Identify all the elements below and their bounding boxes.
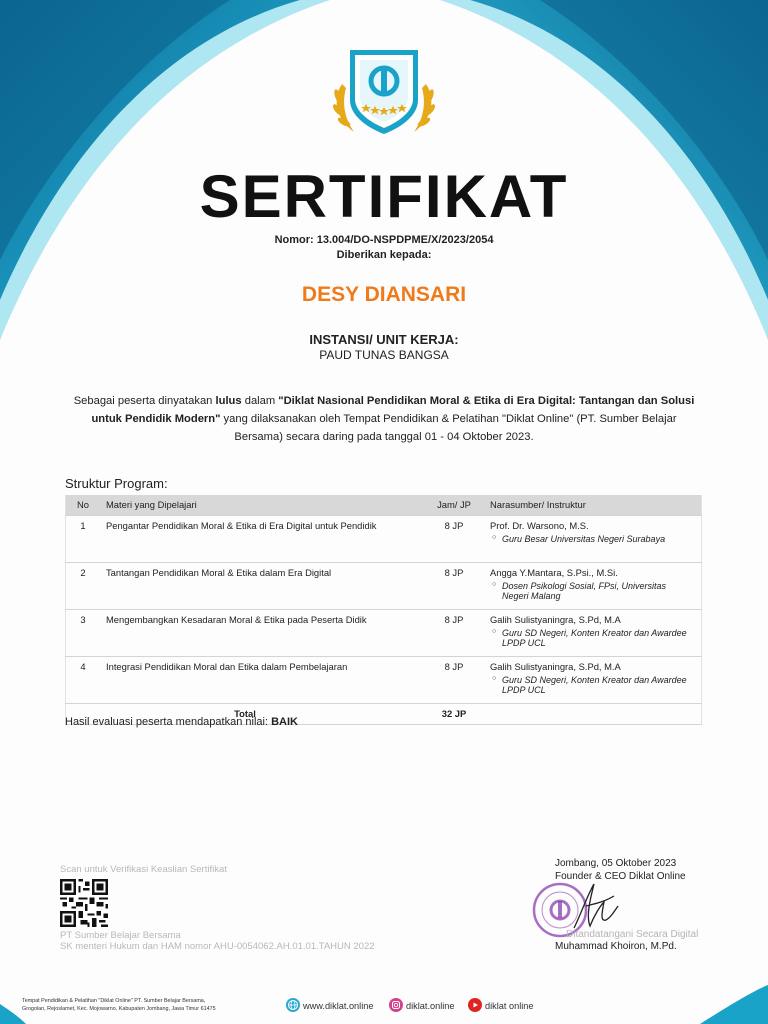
company-sk-number: SK menteri Hukum dan HAM nomor AHU-0054062.AH.01.01.TAHUN 2022 bbox=[60, 941, 375, 952]
instructor-role: ○ Dosen Psikologi Sosial, FPsi, Universitas Negeri Malang bbox=[490, 581, 695, 601]
footer-address-line2: Grogolan, Rejoslamet, Kec. Mojowarno, Kabupaten Jombang, Jawa Timur 61475 bbox=[22, 1006, 216, 1012]
signer-name: Muhammad Khoiron, M.Pd. bbox=[555, 941, 677, 952]
company-name: PT Sumber Belajar Bersama bbox=[60, 930, 181, 941]
row-no: 4 bbox=[66, 657, 101, 704]
table-row bbox=[66, 657, 702, 704]
instructor-role: ○ Guru SD Negeri, Konten Kreator dan Awardee LPDP UCL bbox=[490, 675, 695, 695]
table-row bbox=[66, 610, 702, 657]
footer-address-line1: Tempat Pendidikan & Pelatihan "Diklat Online" PT. Sumber Belajar Bersama, bbox=[22, 998, 206, 1004]
row-jam: 8 JP bbox=[424, 657, 484, 704]
table-header-row bbox=[66, 495, 702, 516]
row-narasumber bbox=[484, 563, 702, 610]
row-no: 3 bbox=[66, 610, 101, 657]
total-empty bbox=[484, 704, 702, 725]
instructor-name: Prof. Dr. Warsono, M.S. bbox=[490, 520, 589, 531]
desc-text-1: Sebagai peserta dinyatakan bbox=[73, 395, 216, 407]
instructor-name: Galih Sulistyaningra, S.Pd, M.A bbox=[490, 614, 621, 625]
total-value: 32 JP bbox=[424, 704, 484, 725]
row-no: 2 bbox=[66, 563, 101, 610]
row-materi: Tantangan Pendidikan Moral & Etika dalam Era Digital bbox=[100, 563, 424, 610]
signer-role: Founder & CEO Diklat Online bbox=[555, 871, 686, 882]
certificate-number: Nomor: 13.004/DO-NSPDPME/X/2023/2054 bbox=[274, 234, 494, 246]
scan-verification-text: Scan untuk Verifikasi Keaslian Sertifikat bbox=[60, 864, 227, 875]
row-narasumber bbox=[484, 657, 702, 704]
certificate-title: SERTIFIKAT bbox=[199, 163, 569, 230]
desc-text-2: dalam bbox=[241, 395, 279, 407]
program-table bbox=[65, 495, 702, 725]
header-no: No bbox=[66, 495, 101, 516]
instructor-name: Galih Sulistyaningra, S.Pd, M.A bbox=[490, 661, 621, 672]
instructor-role: ○ Guru Besar Universitas Negeri Surabaya bbox=[490, 534, 695, 544]
row-materi: Integrasi Pendidikan Moral dan Etika dalam Pembelajaran bbox=[100, 657, 424, 704]
evaluation-grade: BAIK bbox=[271, 716, 298, 728]
footer-address bbox=[22, 997, 272, 1013]
row-narasumber bbox=[484, 610, 702, 657]
institution-label: INSTANSI/ UNIT KERJA: bbox=[309, 332, 459, 347]
row-jam: 8 JP bbox=[424, 563, 484, 610]
evaluation-result bbox=[65, 716, 298, 728]
row-jam: 8 JP bbox=[424, 516, 484, 563]
desc-text-3: yang dilaksanakan oleh Tempat Pendidikan & Pelatihan "Diklat Online" (PT. Sumber Belajar Bersama) secara daring pada tanggal 01 - 04 Oktober 2023. bbox=[220, 413, 677, 443]
desc-program-name: "Diklat Nasional Pendidikan Moral & Etika di Era Digital: Tantangan dan Solusi untuk Pendidik Modern" bbox=[91, 395, 695, 425]
header-jam: Jam/ JP bbox=[424, 495, 484, 516]
globe-icon bbox=[286, 998, 300, 1012]
header-narasumber: Narasumber/ Instruktur bbox=[484, 495, 702, 516]
row-jam: 8 JP bbox=[424, 610, 484, 657]
instagram-icon bbox=[389, 998, 403, 1012]
digital-signature-note: Ditandatangani Secara Digital bbox=[566, 929, 699, 940]
total-label: Total bbox=[66, 704, 425, 725]
table-row bbox=[66, 563, 702, 610]
diklat-shield-logo-icon bbox=[322, 44, 446, 140]
given-to-label: Diberikan kepada: bbox=[336, 249, 432, 261]
evaluation-prefix: Hasil evaluasi peserta mendapatkan nilai: bbox=[65, 716, 272, 728]
row-no: 1 bbox=[66, 516, 101, 563]
row-narasumber bbox=[484, 516, 702, 563]
signature-place-date: Jombang, 05 Oktober 2023 bbox=[555, 858, 677, 869]
table-row bbox=[66, 516, 702, 563]
desc-lulus: lulus bbox=[215, 395, 242, 407]
signature-icon bbox=[574, 884, 618, 928]
certificate-description bbox=[70, 392, 698, 446]
instructor-name: Angga Y.Mantara, S.Psi., M.Si. bbox=[490, 567, 618, 578]
header-materi: Materi yang Dipelajari bbox=[100, 495, 424, 516]
recipient-name: DESY DIANSARI bbox=[301, 283, 467, 306]
youtube-icon bbox=[468, 998, 482, 1012]
footer-website-link[interactable]: www.diklat.online bbox=[303, 1001, 374, 1011]
row-materi: Mengembangkan Kesadaran Moral & Etika pada Peserta Didik bbox=[100, 610, 424, 657]
institution-value: PAUD TUNAS BANGSA bbox=[319, 348, 449, 362]
program-structure-title: Struktur Program: bbox=[65, 476, 168, 491]
qr-code-icon[interactable] bbox=[60, 879, 108, 927]
footer-instagram-link[interactable]: diklat.online bbox=[406, 1001, 455, 1011]
row-materi: Pengantar Pendidikan Moral & Etika di Era Digital untuk Pendidik bbox=[100, 516, 424, 563]
instructor-role: ○ Guru SD Negeri, Konten Kreator dan Awardee LPDP UCL bbox=[490, 628, 695, 648]
footer-youtube-link[interactable]: diklat online bbox=[485, 1001, 534, 1011]
